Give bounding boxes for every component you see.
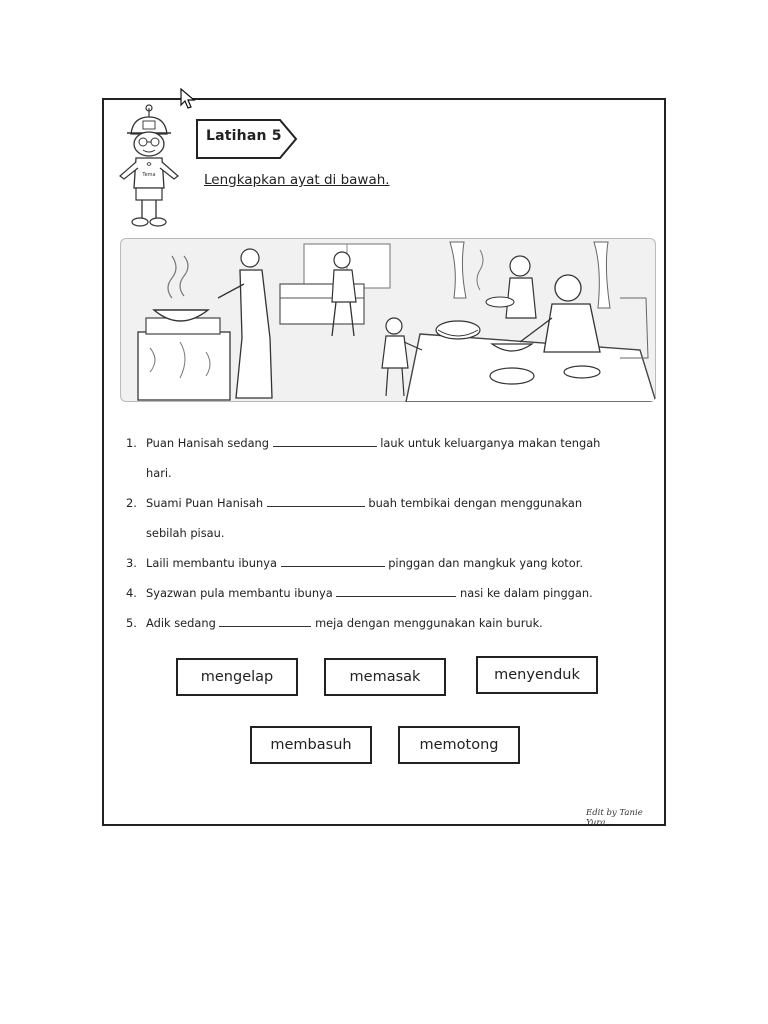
word-option-memotong[interactable]: memotong bbox=[398, 726, 520, 764]
question-3: 3. Laili membantu ibunya pinggan dan mangkuk yang kotor. bbox=[126, 556, 583, 570]
answer-blank[interactable] bbox=[267, 495, 365, 507]
question-2-continuation: sebilah pisau. bbox=[146, 526, 225, 540]
word-option-menyenduk[interactable]: menyenduk bbox=[476, 656, 598, 694]
question-1: 1. Puan Hanisah sedang lauk untuk keluarganya makan tengah bbox=[126, 436, 601, 450]
word-option-memasak[interactable]: memasak bbox=[324, 658, 446, 696]
signature: Edit by Tanie Yura bbox=[586, 808, 643, 828]
exercise-label: Latihan 5 bbox=[206, 128, 282, 144]
question-1-continuation: hari. bbox=[146, 466, 172, 480]
question-5: 5. Adik sedang meja dengan menggunakan kain buruk. bbox=[126, 616, 543, 630]
question-2: 2. Suami Puan Hanisah buah tembikai dengan menggunakan bbox=[126, 496, 583, 510]
answer-blank[interactable] bbox=[273, 435, 377, 447]
word-option-membasuh[interactable]: membasuh bbox=[250, 726, 372, 764]
kitchen-scene-illustration bbox=[120, 238, 656, 402]
answer-blank[interactable] bbox=[219, 615, 311, 627]
mascot-illustration bbox=[116, 104, 182, 232]
question-4: 4. Syazwan pula membantu ibunya nasi ke dalam pinggan. bbox=[126, 586, 593, 600]
answer-blank[interactable] bbox=[336, 585, 456, 597]
answer-blank[interactable] bbox=[281, 555, 385, 567]
word-option-mengelap[interactable]: mengelap bbox=[176, 658, 298, 696]
exercise-tag bbox=[196, 118, 298, 160]
question-list bbox=[126, 428, 646, 638]
instruction-text: Lengkapkan ayat di bawah. bbox=[204, 172, 390, 188]
worksheet bbox=[102, 98, 666, 826]
mouse-pointer-icon bbox=[180, 88, 196, 110]
mascot-shirt-text: Tema bbox=[142, 172, 156, 178]
